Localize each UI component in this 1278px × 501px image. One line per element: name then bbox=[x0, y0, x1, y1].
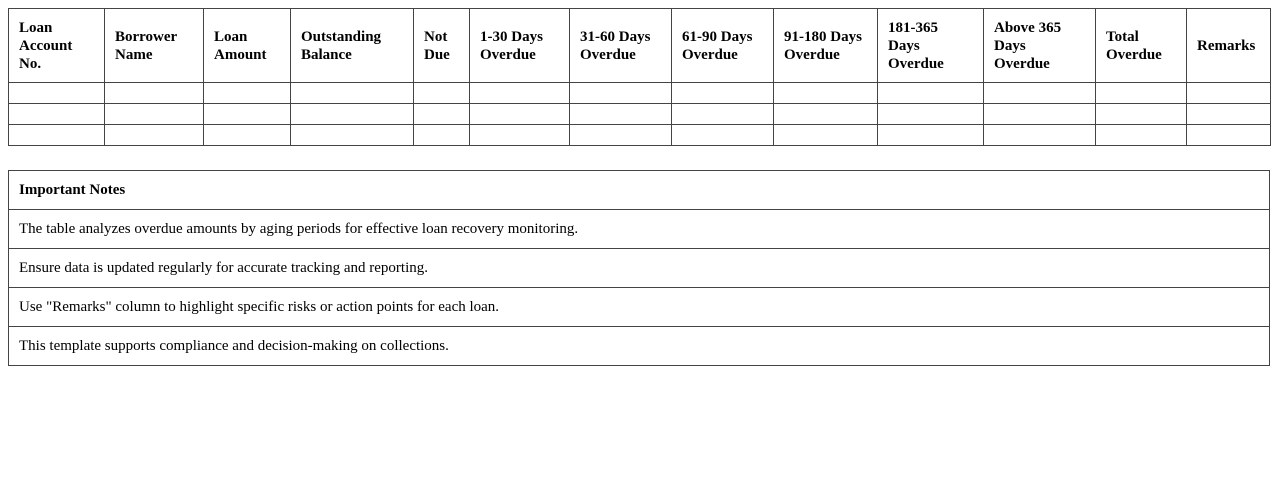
header-borrower-name: Borrower Name bbox=[105, 9, 204, 83]
table-cell[interactable] bbox=[672, 104, 774, 125]
table-cell[interactable] bbox=[878, 125, 984, 146]
table-row bbox=[9, 125, 1271, 146]
header-1-30-days: 1-30 Days Overdue bbox=[470, 9, 570, 83]
note-row bbox=[9, 327, 1270, 366]
table-cell[interactable] bbox=[105, 125, 204, 146]
header-outstanding-balance: Outstanding Balance bbox=[291, 9, 414, 83]
header-61-90-days: 61-90 Days Overdue bbox=[672, 9, 774, 83]
table-cell[interactable] bbox=[414, 83, 470, 104]
table-cell[interactable] bbox=[105, 83, 204, 104]
table-cell[interactable] bbox=[204, 104, 291, 125]
notes-title-row bbox=[9, 171, 1270, 210]
table-cell[interactable] bbox=[672, 125, 774, 146]
table-cell[interactable] bbox=[570, 104, 672, 125]
table-cell[interactable] bbox=[984, 125, 1096, 146]
table-cell[interactable] bbox=[105, 104, 204, 125]
table-cell[interactable] bbox=[470, 83, 570, 104]
header-total-overdue: Total Overdue bbox=[1096, 9, 1187, 83]
table-cell[interactable] bbox=[470, 104, 570, 125]
header-not-due: Not Due bbox=[414, 9, 470, 83]
table-cell[interactable] bbox=[878, 104, 984, 125]
note-item: The table analyzes overdue amounts by aging periods for effective loan recovery monitoring. bbox=[9, 210, 1270, 249]
header-31-60-days: 31-60 Days Overdue bbox=[570, 9, 672, 83]
header-remarks: Remarks bbox=[1187, 9, 1271, 83]
header-loan-account-no: Loan Account No. bbox=[9, 9, 105, 83]
note-item: This template supports compliance and decision-making on collections. bbox=[9, 327, 1270, 366]
header-loan-amount: Loan Amount bbox=[204, 9, 291, 83]
note-row bbox=[9, 210, 1270, 249]
table-cell[interactable] bbox=[774, 83, 878, 104]
table-cell[interactable] bbox=[1096, 104, 1187, 125]
table-cell[interactable] bbox=[1096, 125, 1187, 146]
table-cell[interactable] bbox=[291, 83, 414, 104]
table-cell[interactable] bbox=[774, 125, 878, 146]
table-cell[interactable] bbox=[9, 83, 105, 104]
table-cell[interactable] bbox=[1096, 83, 1187, 104]
header-181-365-days: 181-365 Days Overdue bbox=[878, 9, 984, 83]
note-item: Ensure data is updated regularly for accurate tracking and reporting. bbox=[9, 249, 1270, 288]
table-cell[interactable] bbox=[570, 125, 672, 146]
important-notes-table bbox=[8, 170, 1270, 366]
table-cell[interactable] bbox=[984, 83, 1096, 104]
table-cell[interactable] bbox=[9, 104, 105, 125]
notes-title: Important Notes bbox=[9, 171, 1270, 210]
header-above-365-days: Above 365 Days Overdue bbox=[984, 9, 1096, 83]
table-cell[interactable] bbox=[774, 104, 878, 125]
header-91-180-days: 91-180 Days Overdue bbox=[774, 9, 878, 83]
table-header-row bbox=[9, 9, 1271, 83]
table-cell[interactable] bbox=[878, 83, 984, 104]
table-cell[interactable] bbox=[1187, 125, 1271, 146]
overdue-aging-table bbox=[8, 8, 1271, 146]
note-row bbox=[9, 288, 1270, 327]
table-cell[interactable] bbox=[672, 83, 774, 104]
table-row bbox=[9, 83, 1271, 104]
table-row bbox=[9, 104, 1271, 125]
table-cell[interactable] bbox=[204, 125, 291, 146]
table-cell[interactable] bbox=[414, 125, 470, 146]
table-cell[interactable] bbox=[470, 125, 570, 146]
table-cell[interactable] bbox=[570, 83, 672, 104]
note-item: Use "Remarks" column to highlight specific risks or action points for each loan. bbox=[9, 288, 1270, 327]
table-cell[interactable] bbox=[291, 125, 414, 146]
table-cell[interactable] bbox=[9, 125, 105, 146]
table-cell[interactable] bbox=[1187, 83, 1271, 104]
table-cell[interactable] bbox=[204, 83, 291, 104]
table-cell[interactable] bbox=[414, 104, 470, 125]
table-cell[interactable] bbox=[984, 104, 1096, 125]
table-cell[interactable] bbox=[1187, 104, 1271, 125]
note-row bbox=[9, 249, 1270, 288]
table-cell[interactable] bbox=[291, 104, 414, 125]
